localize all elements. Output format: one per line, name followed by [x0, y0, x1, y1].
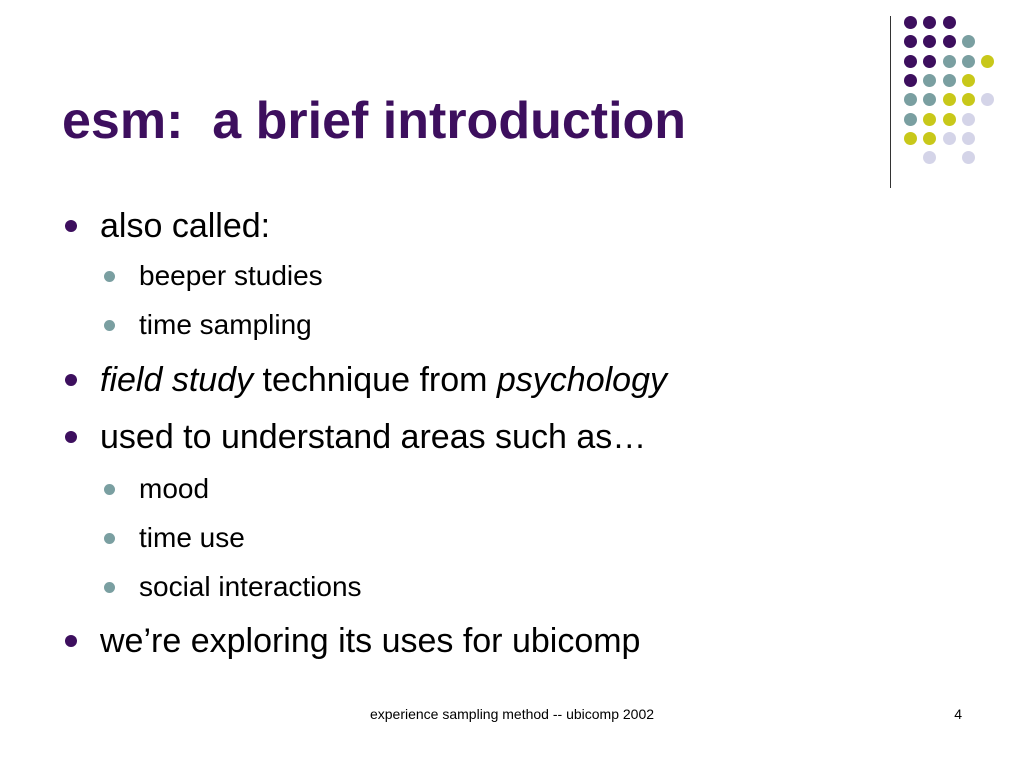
sub-bullet-text: mood [139, 473, 210, 504]
decorative-dot [923, 16, 936, 29]
decorative-dot [943, 74, 956, 87]
decorative-dot [943, 16, 956, 29]
sub-bullet-marker [104, 582, 115, 593]
decorative-dot [904, 93, 917, 106]
sub-bullet-mood [104, 471, 209, 507]
decorative-dot [904, 16, 917, 29]
decorative-dot [923, 74, 936, 87]
decorative-dot [962, 35, 975, 48]
bullet-marker [65, 374, 77, 386]
decorative-dot [923, 151, 936, 164]
decorative-dot [962, 74, 975, 87]
sub-bullet-marker [104, 320, 115, 331]
decorative-dot [981, 93, 994, 106]
sub-bullet-text: time use [139, 522, 245, 553]
slide-title: esm: a brief introduction [62, 92, 687, 150]
decorative-dot [923, 113, 936, 126]
bullet-text: used to understand areas such as… [100, 417, 647, 456]
decorative-dot [904, 74, 917, 87]
bullet-ubicomp [65, 619, 640, 663]
bullet-marker [65, 431, 77, 443]
decorative-dot [923, 35, 936, 48]
bullet-also-called [65, 204, 270, 248]
decorative-dot [904, 55, 917, 68]
decorative-dot [943, 93, 956, 106]
decorative-dot [981, 55, 994, 68]
decorative-dot [962, 151, 975, 164]
decorative-dot [962, 93, 975, 106]
decorative-dot [962, 55, 975, 68]
decorative-dot [943, 55, 956, 68]
decorative-dot [904, 132, 917, 145]
decorative-dot [943, 35, 956, 48]
sub-bullet-marker [104, 533, 115, 544]
plain-text-technique-from: technique from [253, 360, 497, 399]
decorative-dot [904, 113, 917, 126]
decorative-dot [962, 113, 975, 126]
sub-bullet-time-sampling [104, 307, 312, 343]
sub-bullet-marker [104, 484, 115, 495]
decorative-dot-grid [904, 10, 1014, 170]
emphasis-field-study: field study [100, 360, 254, 399]
decorative-dot [943, 113, 956, 126]
bullet-text: also called: [100, 206, 271, 245]
sub-bullet-text: time sampling [139, 309, 312, 340]
bullet-text [100, 361, 667, 400]
sub-bullet-marker [104, 271, 115, 282]
decorative-dot [923, 55, 936, 68]
page-number: 4 [954, 706, 962, 722]
bullet-marker [65, 220, 77, 232]
bullet-text: we’re exploring its uses for ubicomp [100, 621, 641, 660]
sub-bullet-social-interactions [104, 569, 362, 605]
emphasis-psychology: psychology [496, 360, 667, 399]
sub-bullet-text: social interactions [139, 571, 362, 602]
bullet-field-study [65, 358, 667, 402]
decorative-dot [904, 35, 917, 48]
decorative-dot [923, 93, 936, 106]
sub-bullet-time-use [104, 520, 245, 556]
bullet-marker [65, 635, 77, 647]
footer-text: experience sampling method -- ubicomp 2002 [369, 706, 655, 722]
decorative-dot [962, 132, 975, 145]
sub-bullet-text: beeper studies [139, 260, 323, 291]
decorative-dot [923, 132, 936, 145]
title-divider-line [890, 16, 891, 188]
sub-bullet-beeper-studies [104, 258, 323, 294]
bullet-used-to-understand [65, 415, 646, 459]
decorative-dot [943, 132, 956, 145]
